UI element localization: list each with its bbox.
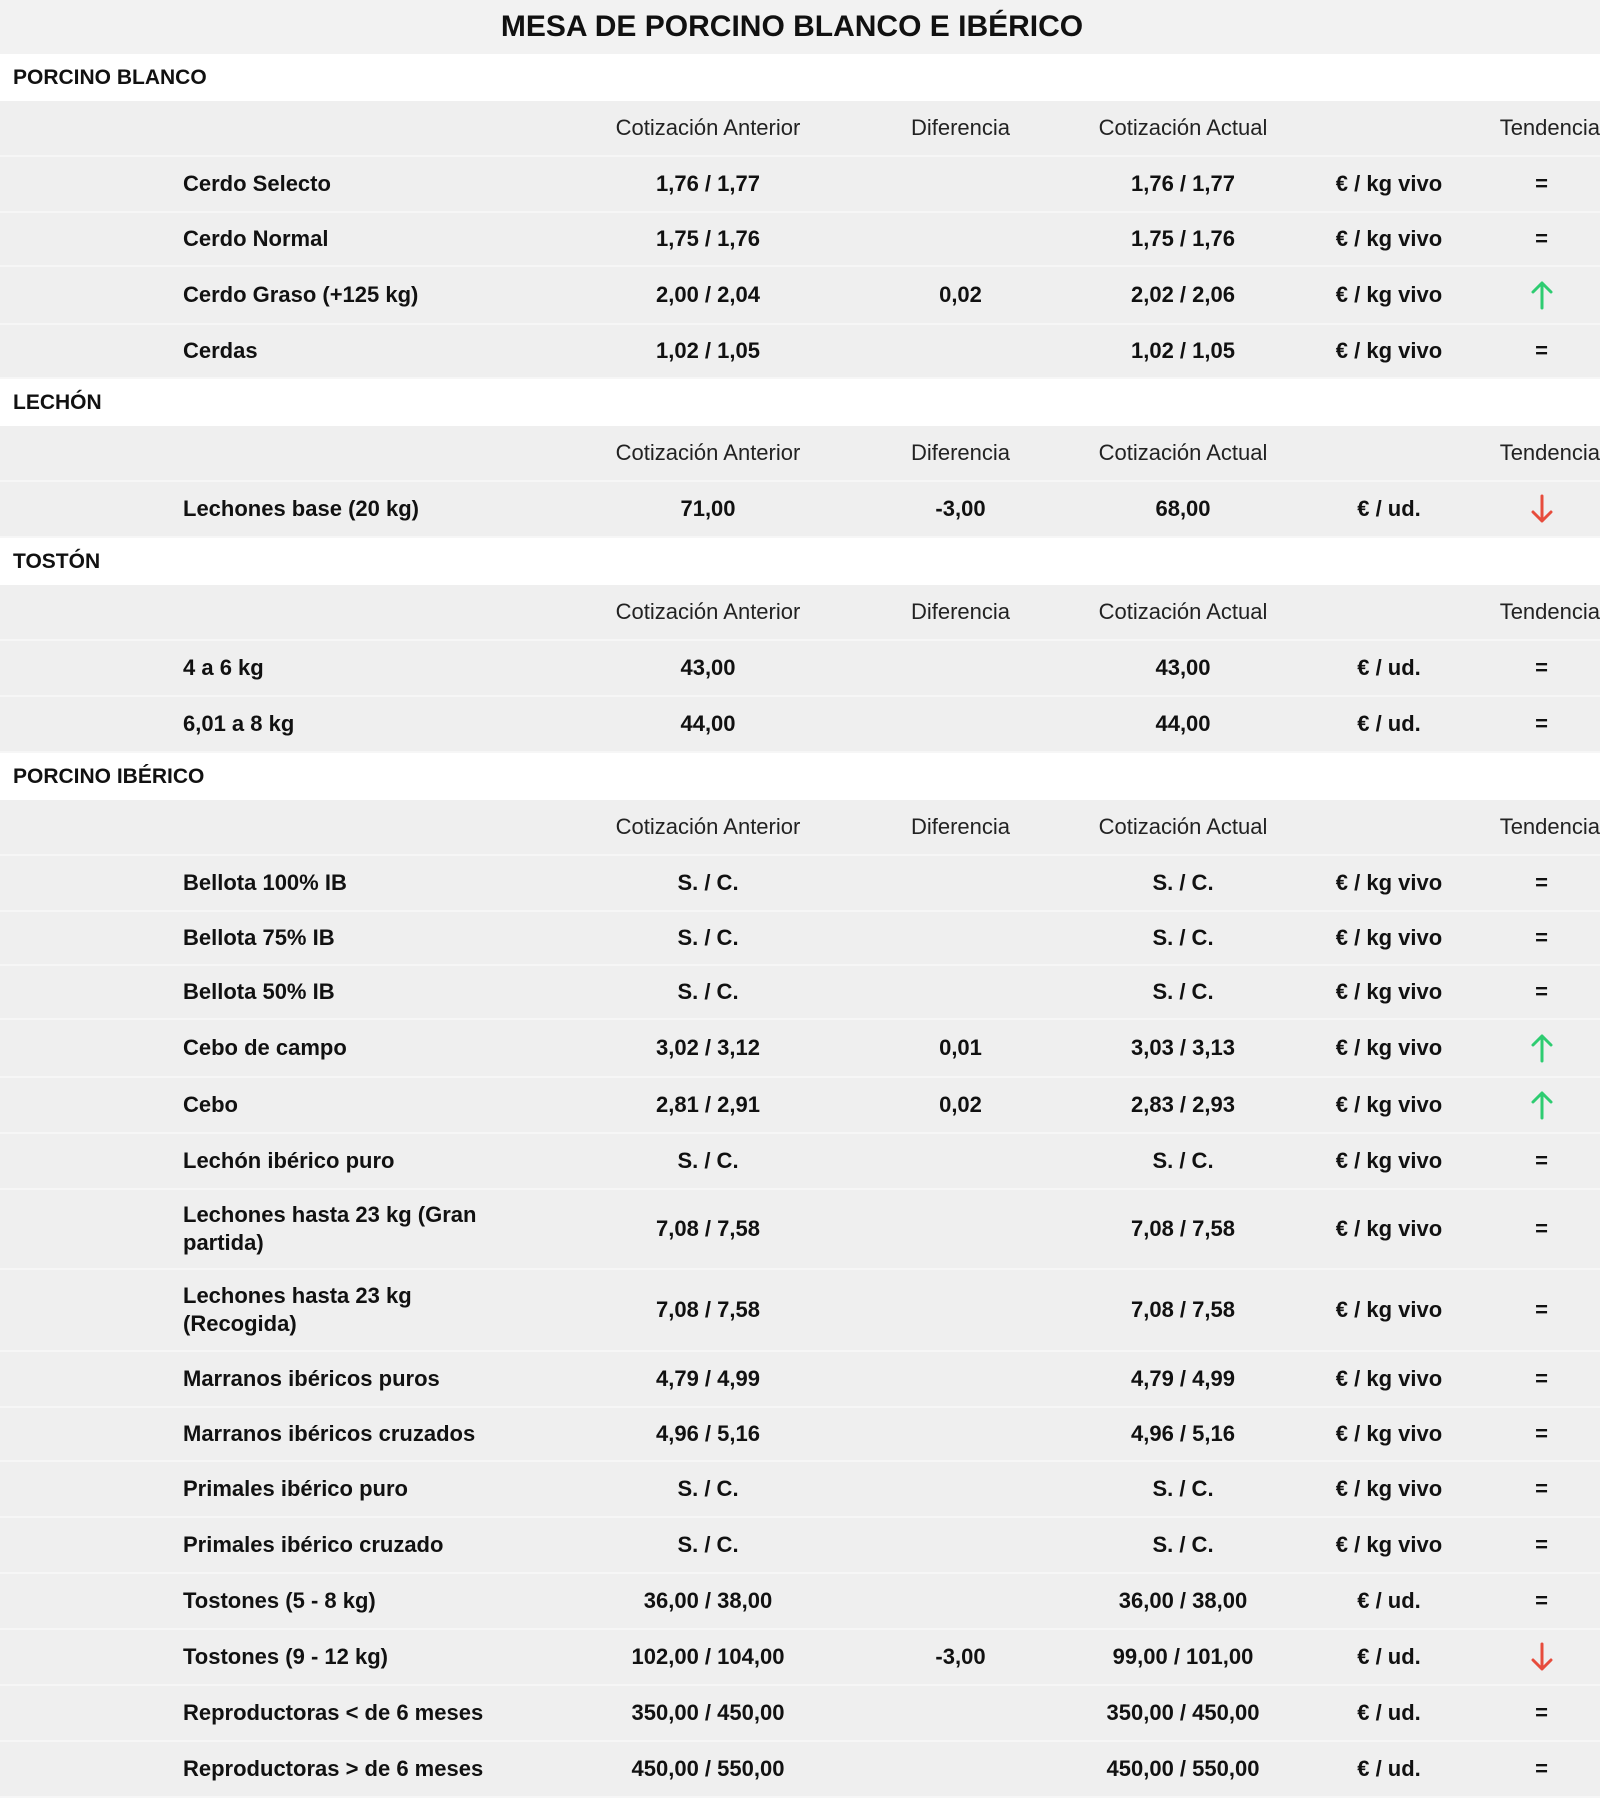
row-prev-price: 4,96 / 5,16 (558, 1407, 858, 1461)
trend-equal: = (1535, 171, 1548, 196)
table-row (0, 1019, 1600, 1077)
row-unit: € / kg vivo (1303, 1077, 1475, 1133)
header-diff: Diferencia (858, 585, 1063, 640)
row-prev-price: 450,00 / 550,00 (558, 1741, 858, 1797)
row-spacer (0, 1133, 183, 1189)
row-name: Primales ibérico puro (183, 1461, 558, 1517)
table-row (0, 855, 1600, 911)
table-row (0, 324, 1600, 378)
row-spacer (0, 1351, 183, 1407)
trend-equal: = (1535, 1476, 1548, 1501)
row-current-price: 43,00 (1063, 640, 1303, 696)
header-unit (1303, 101, 1475, 156)
header-prev: Cotización Anterior (558, 426, 858, 481)
row-spacer (0, 481, 183, 537)
table-row (0, 1741, 1600, 1797)
row-name: Cebo (183, 1077, 558, 1133)
header-curr: Cotización Actual (1063, 800, 1303, 855)
trend-equal: = (1535, 1700, 1548, 1725)
row-trend (1475, 1517, 1600, 1573)
row-unit: € / ud. (1303, 1629, 1475, 1685)
row-spacer (0, 1407, 183, 1461)
section-title: PORCINO IBÉRICO (0, 753, 1600, 800)
row-trend (1475, 1133, 1600, 1189)
row-current-price: 3,03 / 3,13 (1063, 1019, 1303, 1077)
row-spacer (0, 1269, 183, 1351)
table-header-row (0, 800, 1600, 855)
table-row (0, 640, 1600, 696)
row-spacer (0, 1741, 183, 1797)
row-current-price: S. / C. (1063, 855, 1303, 911)
row-trend (1475, 1741, 1600, 1797)
row-prev-price: 4,79 / 4,99 (558, 1351, 858, 1407)
row-unit: € / kg vivo (1303, 1351, 1475, 1407)
row-unit: € / ud. (1303, 1741, 1475, 1797)
row-trend (1475, 1685, 1600, 1741)
row-spacer (0, 212, 183, 266)
row-trend (1475, 266, 1600, 324)
table-row (0, 1517, 1600, 1573)
row-trend (1475, 1269, 1600, 1351)
trend-equal: = (1535, 1421, 1548, 1446)
row-unit: € / kg vivo (1303, 1019, 1475, 1077)
header-blank-name (183, 426, 558, 481)
row-prev-price: 2,00 / 2,04 (558, 266, 858, 324)
row-difference (858, 855, 1063, 911)
row-current-price: 1,76 / 1,77 (1063, 156, 1303, 212)
row-difference: 0,02 (858, 266, 1063, 324)
row-difference (858, 911, 1063, 965)
row-current-price: S. / C. (1063, 1517, 1303, 1573)
sections-container (0, 54, 1600, 1798)
row-trend (1475, 1629, 1600, 1685)
row-spacer (0, 855, 183, 911)
row-trend (1475, 212, 1600, 266)
row-name: Cerdo Normal (183, 212, 558, 266)
row-prev-price: 7,08 / 7,58 (558, 1189, 858, 1269)
table-row (0, 1189, 1600, 1269)
row-trend (1475, 1077, 1600, 1133)
table-row (0, 1573, 1600, 1629)
row-prev-price: 71,00 (558, 481, 858, 537)
header-curr: Cotización Actual (1063, 426, 1303, 481)
header-diff: Diferencia (858, 800, 1063, 855)
page-title-text: MESA DE PORCINO BLANCO E IBÉRICO (500, 10, 1084, 43)
table-row (0, 156, 1600, 212)
row-prev-price: 3,02 / 3,12 (558, 1019, 858, 1077)
row-difference (858, 156, 1063, 212)
row-trend (1475, 855, 1600, 911)
row-difference (858, 324, 1063, 378)
row-prev-price: 1,75 / 1,76 (558, 212, 858, 266)
header-diff: Diferencia (858, 101, 1063, 156)
row-unit: € / kg vivo (1303, 212, 1475, 266)
row-prev-price: 43,00 (558, 640, 858, 696)
arrow-down-icon (1530, 494, 1554, 524)
row-trend (1475, 324, 1600, 378)
trend-equal: = (1535, 870, 1548, 895)
row-spacer (0, 696, 183, 752)
row-current-price: 450,00 / 550,00 (1063, 1741, 1303, 1797)
row-name: Lechones base (20 kg) (183, 481, 558, 537)
trend-equal: = (1535, 1297, 1548, 1322)
trend-equal: = (1535, 711, 1548, 736)
row-prev-price: 2,81 / 2,91 (558, 1077, 858, 1133)
trend-equal: = (1535, 1756, 1548, 1781)
header-blank (0, 426, 183, 481)
row-unit: € / ud. (1303, 481, 1475, 537)
row-unit: € / kg vivo (1303, 324, 1475, 378)
row-spacer (0, 1573, 183, 1629)
row-name: Tostones (9 - 12 kg) (183, 1629, 558, 1685)
row-prev-price: S. / C. (558, 1461, 858, 1517)
row-current-price: 1,02 / 1,05 (1063, 324, 1303, 378)
header-diff: Diferencia (858, 426, 1063, 481)
header-prev: Cotización Anterior (558, 585, 858, 640)
row-prev-price: 1,76 / 1,77 (558, 156, 858, 212)
row-name: Marranos ibéricos puros (183, 1351, 558, 1407)
row-current-price: 7,08 / 7,58 (1063, 1269, 1303, 1351)
row-unit: € / kg vivo (1303, 1269, 1475, 1351)
table-row (0, 266, 1600, 324)
row-prev-price: S. / C. (558, 911, 858, 965)
table-header-row (0, 101, 1600, 156)
header-curr: Cotización Actual (1063, 101, 1303, 156)
trend-equal: = (1535, 1532, 1548, 1557)
price-table (0, 101, 1600, 379)
table-header-row (0, 585, 1600, 640)
row-trend (1475, 156, 1600, 212)
header-blank (0, 800, 183, 855)
table-row (0, 696, 1600, 752)
row-difference (858, 1269, 1063, 1351)
table-row (0, 212, 1600, 266)
arrow-up-icon (1530, 1033, 1554, 1063)
row-spacer (0, 965, 183, 1019)
trend-equal: = (1535, 655, 1548, 680)
row-current-price: 99,00 / 101,00 (1063, 1629, 1303, 1685)
row-current-price: 4,79 / 4,99 (1063, 1351, 1303, 1407)
row-current-price: 1,75 / 1,76 (1063, 212, 1303, 266)
trend-equal: = (1535, 925, 1548, 950)
table-row (0, 1269, 1600, 1351)
row-spacer (0, 1019, 183, 1077)
row-difference: 0,01 (858, 1019, 1063, 1077)
row-prev-price: 1,02 / 1,05 (558, 324, 858, 378)
table-row (0, 1351, 1600, 1407)
trend-equal: = (1535, 1366, 1548, 1391)
row-trend (1475, 911, 1600, 965)
table-row (0, 481, 1600, 537)
header-blank-name (183, 800, 558, 855)
row-name: Marranos ibéricos cruzados (183, 1407, 558, 1461)
arrow-up-icon (1530, 280, 1554, 310)
row-current-price: S. / C. (1063, 1133, 1303, 1189)
row-spacer (0, 1189, 183, 1269)
row-difference (858, 1133, 1063, 1189)
row-difference (858, 1517, 1063, 1573)
row-trend (1475, 1189, 1600, 1269)
row-unit: € / kg vivo (1303, 1133, 1475, 1189)
row-unit: € / kg vivo (1303, 1461, 1475, 1517)
header-trend: Tendencia (1475, 585, 1600, 640)
section-title: LECHÓN (0, 379, 1600, 426)
row-spacer (0, 1629, 183, 1685)
header-blank-name (183, 585, 558, 640)
row-name: 6,01 a 8 kg (183, 696, 558, 752)
row-trend (1475, 1351, 1600, 1407)
row-spacer (0, 1461, 183, 1517)
row-unit: € / kg vivo (1303, 266, 1475, 324)
trend-equal: = (1535, 1216, 1548, 1241)
header-unit (1303, 585, 1475, 640)
row-name: Cerdo Graso (+125 kg) (183, 266, 558, 324)
row-prev-price: 102,00 / 104,00 (558, 1629, 858, 1685)
table-row (0, 965, 1600, 1019)
row-name: Lechones hasta 23 kg (Recogida) (183, 1269, 558, 1351)
row-difference (858, 1351, 1063, 1407)
row-trend (1475, 1461, 1600, 1517)
row-unit: € / kg vivo (1303, 965, 1475, 1019)
header-blank (0, 585, 183, 640)
row-difference (858, 640, 1063, 696)
row-prev-price: S. / C. (558, 1517, 858, 1573)
row-name: Reproductoras > de 6 meses (183, 1741, 558, 1797)
row-trend (1475, 1407, 1600, 1461)
header-unit (1303, 426, 1475, 481)
row-unit: € / ud. (1303, 1685, 1475, 1741)
row-name: Cebo de campo (183, 1019, 558, 1077)
row-difference (858, 1407, 1063, 1461)
row-name: Bellota 75% IB (183, 911, 558, 965)
price-table (0, 800, 1600, 1798)
header-trend: Tendencia (1475, 800, 1600, 855)
row-difference (858, 1189, 1063, 1269)
row-difference: -3,00 (858, 1629, 1063, 1685)
row-prev-price: 36,00 / 38,00 (558, 1573, 858, 1629)
section-title: PORCINO BLANCO (0, 54, 1600, 101)
row-name: Tostones (5 - 8 kg) (183, 1573, 558, 1629)
section-title: TOSTÓN (0, 538, 1600, 585)
row-unit: € / kg vivo (1303, 1517, 1475, 1573)
row-unit: € / kg vivo (1303, 1189, 1475, 1269)
row-spacer (0, 266, 183, 324)
row-name: Lechones hasta 23 kg (Gran partida) (183, 1189, 558, 1269)
row-spacer (0, 640, 183, 696)
row-current-price: 2,83 / 2,93 (1063, 1077, 1303, 1133)
row-difference: 0,02 (858, 1077, 1063, 1133)
header-blank-name (183, 101, 558, 156)
row-spacer (0, 1077, 183, 1133)
row-prev-price: 44,00 (558, 696, 858, 752)
row-trend (1475, 965, 1600, 1019)
row-difference (858, 1461, 1063, 1517)
row-name: Bellota 100% IB (183, 855, 558, 911)
row-difference (858, 1573, 1063, 1629)
row-spacer (0, 324, 183, 378)
row-unit: € / ud. (1303, 1573, 1475, 1629)
arrow-down-icon (1530, 1642, 1554, 1672)
row-spacer (0, 1685, 183, 1741)
row-trend (1475, 481, 1600, 537)
row-unit: € / ud. (1303, 696, 1475, 752)
row-current-price: 2,02 / 2,06 (1063, 266, 1303, 324)
row-difference (858, 696, 1063, 752)
row-difference (858, 212, 1063, 266)
table-row (0, 1685, 1600, 1741)
row-difference: -3,00 (858, 481, 1063, 537)
trend-equal: = (1535, 338, 1548, 363)
page-title (0, 0, 1600, 54)
row-name: Primales ibérico cruzado (183, 1517, 558, 1573)
row-prev-price: S. / C. (558, 965, 858, 1019)
header-prev: Cotización Anterior (558, 800, 858, 855)
row-name: Reproductoras < de 6 meses (183, 1685, 558, 1741)
row-difference (858, 1741, 1063, 1797)
row-spacer (0, 911, 183, 965)
row-prev-price: S. / C. (558, 1133, 858, 1189)
row-spacer (0, 156, 183, 212)
row-current-price: S. / C. (1063, 965, 1303, 1019)
row-spacer (0, 1517, 183, 1573)
row-name: Bellota 50% IB (183, 965, 558, 1019)
header-trend: Tendencia (1475, 101, 1600, 156)
row-name: Cerdo Selecto (183, 156, 558, 212)
row-difference (858, 1685, 1063, 1741)
row-current-price: 44,00 (1063, 696, 1303, 752)
row-name: 4 a 6 kg (183, 640, 558, 696)
price-table (0, 585, 1600, 753)
arrow-up-icon (1530, 1090, 1554, 1120)
row-current-price: 68,00 (1063, 481, 1303, 537)
row-unit: € / kg vivo (1303, 1407, 1475, 1461)
header-unit (1303, 800, 1475, 855)
trend-equal: = (1535, 1148, 1548, 1173)
row-prev-price: 7,08 / 7,58 (558, 1269, 858, 1351)
trend-equal: = (1535, 979, 1548, 1004)
row-difference (858, 965, 1063, 1019)
row-current-price: 350,00 / 450,00 (1063, 1685, 1303, 1741)
row-current-price: 36,00 / 38,00 (1063, 1573, 1303, 1629)
row-unit: € / kg vivo (1303, 156, 1475, 212)
row-prev-price: S. / C. (558, 855, 858, 911)
table-row (0, 1629, 1600, 1685)
row-trend (1475, 1573, 1600, 1629)
table-row (0, 1077, 1600, 1133)
row-trend (1475, 696, 1600, 752)
table-row (0, 911, 1600, 965)
header-blank (0, 101, 183, 156)
row-name: Cerdas (183, 324, 558, 378)
trend-equal: = (1535, 226, 1548, 251)
table-row (0, 1461, 1600, 1517)
table-row (0, 1407, 1600, 1461)
row-current-price: S. / C. (1063, 1461, 1303, 1517)
row-current-price: 7,08 / 7,58 (1063, 1189, 1303, 1269)
row-unit: € / ud. (1303, 640, 1475, 696)
row-unit: € / kg vivo (1303, 911, 1475, 965)
row-trend (1475, 640, 1600, 696)
header-prev: Cotización Anterior (558, 101, 858, 156)
header-curr: Cotización Actual (1063, 585, 1303, 640)
row-current-price: 4,96 / 5,16 (1063, 1407, 1303, 1461)
row-name: Lechón ibérico puro (183, 1133, 558, 1189)
price-table (0, 426, 1600, 538)
table-header-row (0, 426, 1600, 481)
row-trend (1475, 1019, 1600, 1077)
row-current-price: S. / C. (1063, 911, 1303, 965)
row-prev-price: 350,00 / 450,00 (558, 1685, 858, 1741)
table-row (0, 1133, 1600, 1189)
header-trend: Tendencia (1475, 426, 1600, 481)
row-unit: € / kg vivo (1303, 855, 1475, 911)
trend-equal: = (1535, 1588, 1548, 1613)
